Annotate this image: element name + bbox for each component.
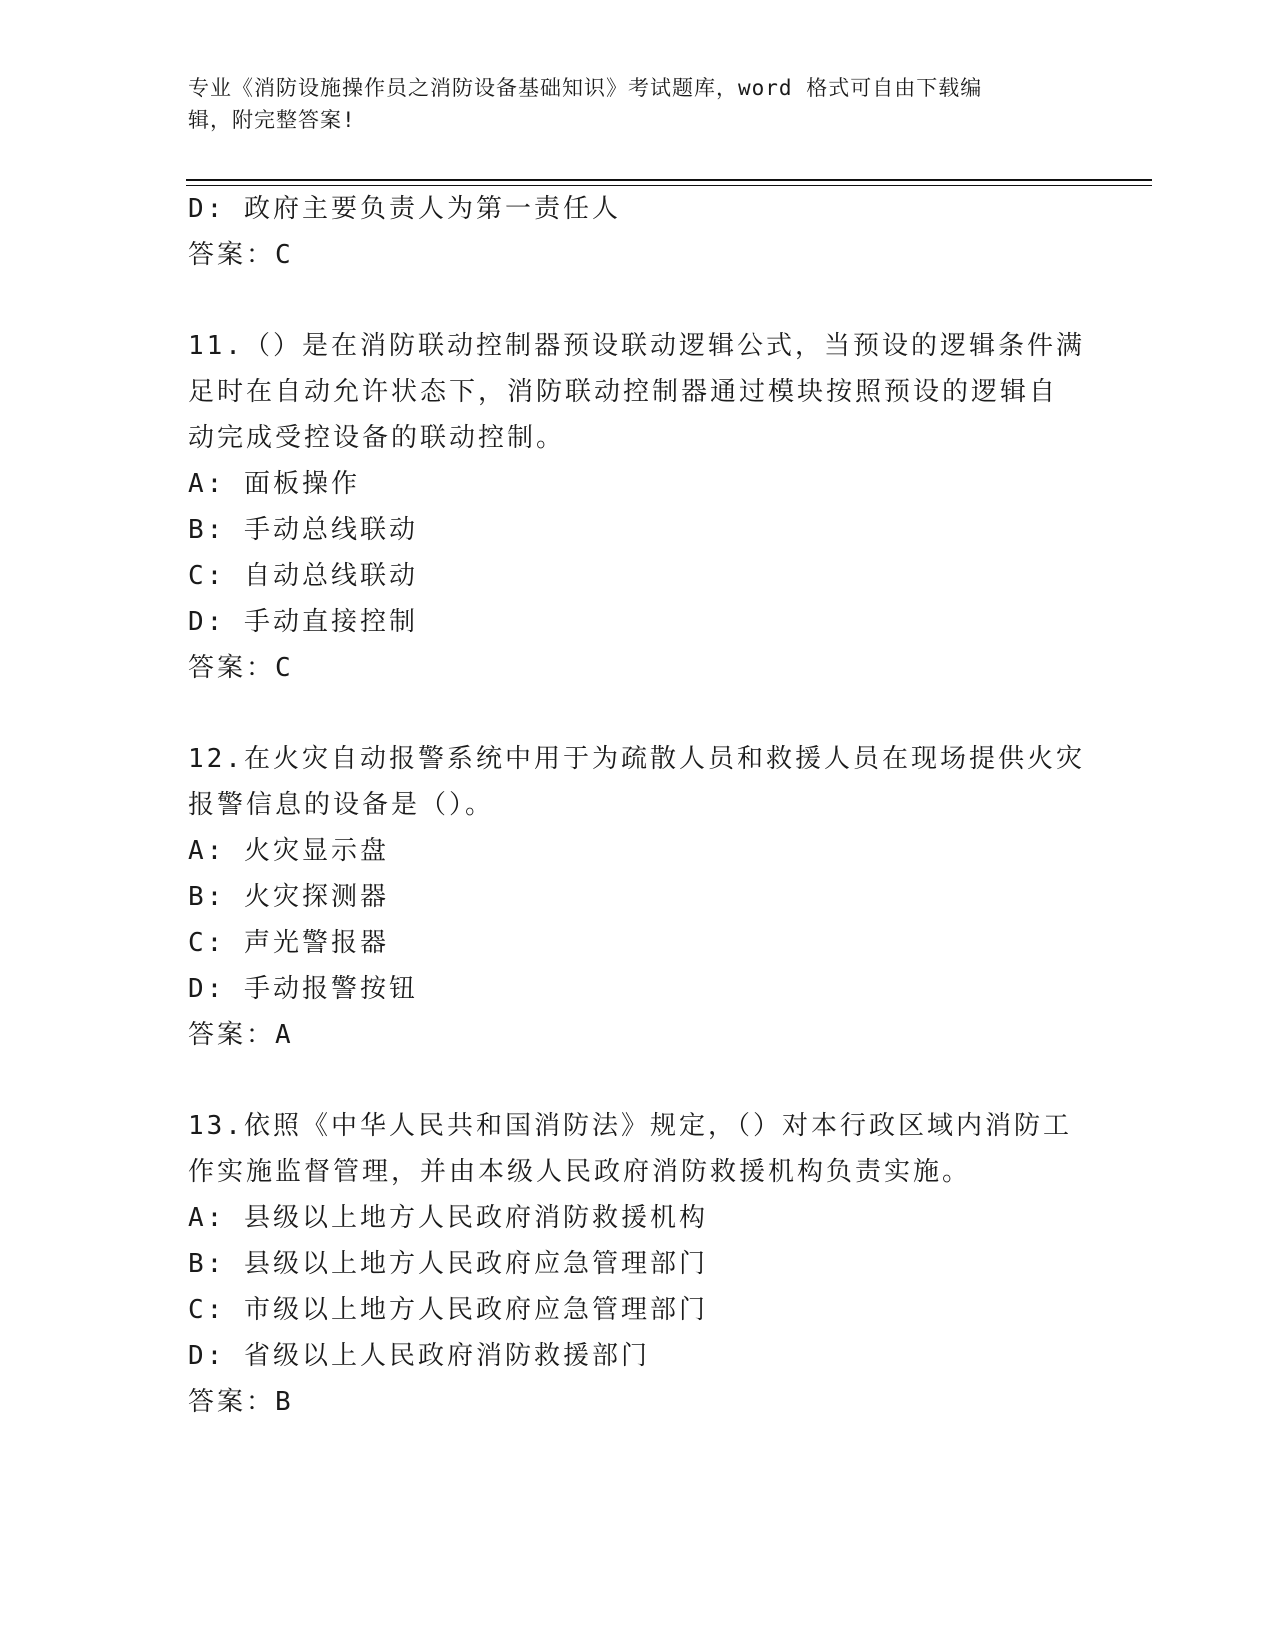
question-stem-line: 12.在火灾自动报警系统中用于为疏散人员和救援人员在现场提供火灾	[188, 744, 1085, 774]
option-c: C: 声光警报器	[188, 928, 389, 958]
question-stem-line: 作实施监督管理，并由本级人民政府消防救援机构负责实施。	[188, 1157, 972, 1187]
prev-question-tail	[188, 186, 1088, 278]
answer-line: 答案：C	[188, 240, 294, 270]
answer-line: 答案：B	[188, 1387, 294, 1417]
question-12	[188, 736, 1088, 1058]
answer-line: 答案：C	[188, 653, 294, 683]
option-d: D: 省级以上人民政府消防救援部门	[188, 1341, 650, 1371]
question-stem-line: 11.（）是在消防联动控制器预设联动逻辑公式，当预设的逻辑条件满	[188, 331, 1085, 361]
question-stem-line: 足时在自动允许状态下，消防联动控制器通过模块按照预设的逻辑自	[188, 377, 1059, 407]
option-d: D: 政府主要负责人为第一责任人	[188, 194, 621, 224]
option-b: B: 县级以上地方人民政府应急管理部门	[188, 1249, 708, 1279]
option-c: C: 市级以上地方人民政府应急管理部门	[188, 1295, 708, 1325]
question-stem-line: 报警信息的设备是（）。	[188, 790, 495, 820]
question-13	[188, 1103, 1088, 1425]
question-list	[188, 186, 1088, 1425]
question-11	[188, 323, 1088, 691]
option-d: D: 手动直接控制	[188, 607, 418, 637]
option-c: C: 自动总线联动	[188, 561, 418, 591]
question-stem-line: 动完成受控设备的联动控制。	[188, 423, 566, 453]
option-b: B: 火灾探测器	[188, 882, 389, 912]
option-a: A: 县级以上地方人民政府消防救援机构	[188, 1203, 708, 1233]
option-a: A: 火灾显示盘	[188, 836, 389, 866]
header-rule-thick	[186, 179, 1152, 181]
header-line-2: 辑，附完整答案!	[188, 108, 356, 132]
option-a: A: 面板操作	[188, 469, 360, 499]
answer-line: 答案：A	[188, 1020, 294, 1050]
header-line-1: 专业《消防设施操作员之消防设备基础知识》考试题库，word 格式可自由下载编	[188, 76, 983, 100]
option-b: B: 手动总线联动	[188, 515, 418, 545]
page-header	[188, 72, 1088, 136]
question-stem-line: 13.依照《中华人民共和国消防法》规定，（）对本行政区域内消防工	[188, 1111, 1072, 1141]
option-d: D: 手动报警按钮	[188, 974, 418, 1004]
